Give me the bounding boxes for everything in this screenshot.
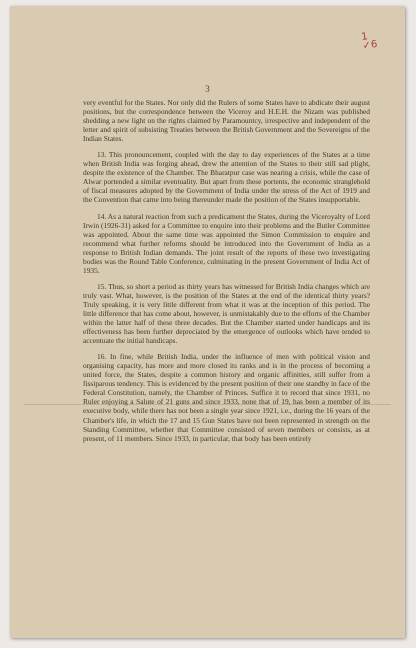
paragraph-12-continued: very eventful for the States. Nor only did the Rulers of some States have to abdicate their august positions, but the correspondence between the Viceroy and H.E.H. the Nizam was published shedding a new light on the rights claimed by Paramountcy, irrespective and independent of the letter and spirit of subsisting Treaties between the British Government and the Sovereigns of the Indian States. xyxy=(83,98,370,144)
paragraph-13: 13. This pronouncement, coupled with the day to day experiences of the States at a time when British India was forging ahead, drew the attention of the States to their still sad plight, despite the existence of the Chamber. The Bharatpur case was nearing a crisis, while the case of Alwar portended a similar eventuality. But apart from these portents, the economic stranglehold of fiscal measures adopted by the Government of India under the stress of the Act of 1919 and the Convention that came into being thereunder made the position of the States insupportable. xyxy=(83,150,370,205)
page-number: 3 xyxy=(205,84,210,94)
body-text xyxy=(83,98,370,450)
paragraph-14: 14. As a natural reaction from such a predicament the States, during the Viceroyalty of Lord Irwin (1926-31) asked for a Committee to enquire into their problems and the Butler Committee was appointed. About the same time was appointed the Simon Commission to enquire and recommend what further reforms should be introduced into the Government of India as a response to British Indian demands. The joint result of the reports of these two investigating bodies was the Round Table Conference, culminating in the present Government of India Act of 1935. xyxy=(83,211,370,275)
paragraph-15: 15. Thus, so short a period as thirty years has witnessed for British India changes which are truly vast. What, however, is the position of the States at the end of the identical thirty years? Truly speaking, it is very little different from what it was at the inception of this period. The little difference that has come about, however, is unmistakably due to the efforts of the Chamber within the latter half of these three decades. But the Chamber started under handicaps and its effectiveness has been further depreciated by the emergence of outlooks which have tended to accentuate the initial handicaps. xyxy=(83,281,370,346)
document-page xyxy=(10,6,405,638)
handwritten-annotation: 1 ✓6 xyxy=(360,31,379,52)
paragraph-16: 16. In fine, while British India, under the influence of men with political vision and organising capacity, has more and more closed its ranks and is in the process of becoming a united force, the States, despite a common history and organic affinities, still suffer from a fissiparous tendency. This is evidenced by the present position of their one standby in face of the Federal Constitution, namely, the Chamber of Princes. Suffice it to record that since 1931, no Ruler enjoying a Salute of 21 guns and since 1933, none that of 19, has been a member of its executive body, while there has not been a single year since 1921, i.e., during the 16 years of the Chamber's life, in which the 17 and 15 Gun States have not been represented in strength on the Standing Committee, whether that Committee consisted of seven members or consists, as at present, of 11 members. Since 1933, in particular, that body has been entirely xyxy=(83,352,370,443)
